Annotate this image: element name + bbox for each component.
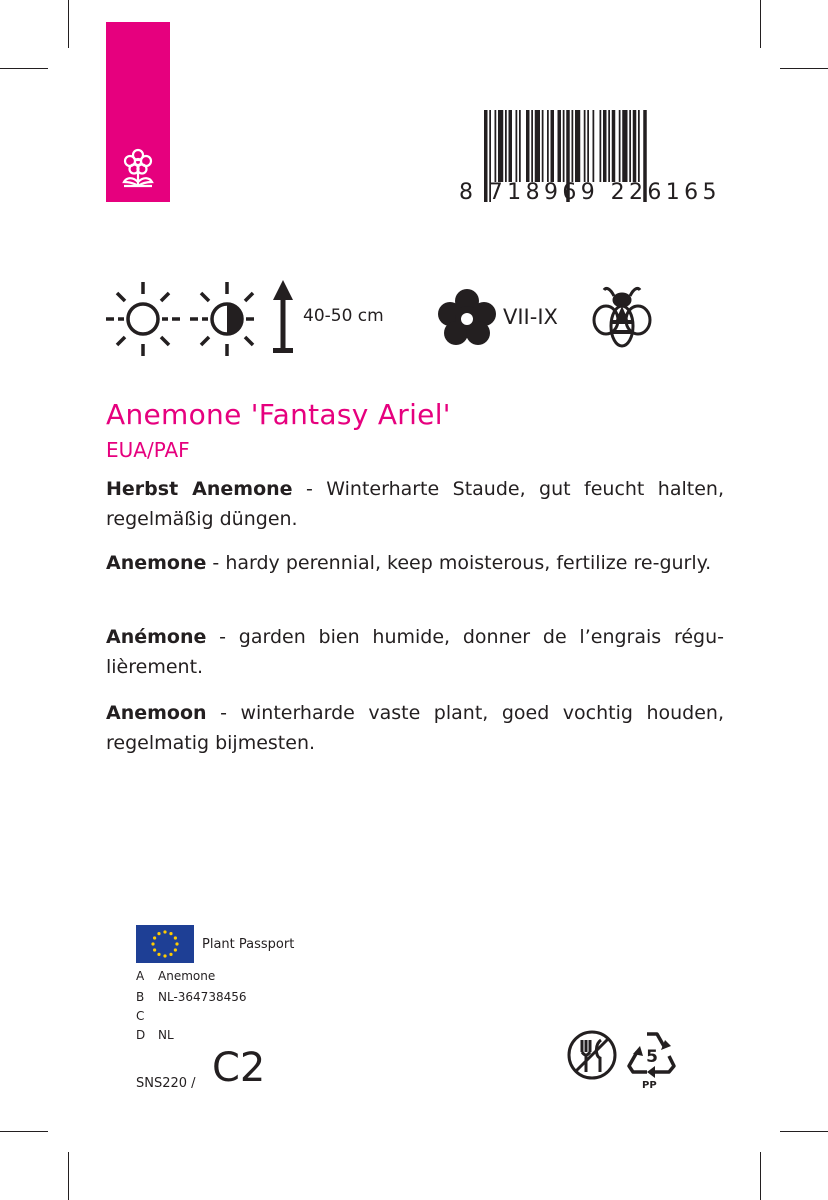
description-en (106, 548, 724, 578)
crop-mark (760, 0, 761, 48)
product-title: Anemone 'Fantasy Ariel' (106, 398, 451, 431)
passport-row: D NL (136, 1028, 174, 1042)
description-de (106, 474, 724, 534)
crop-mark (760, 1152, 761, 1200)
full-sun-icon (104, 280, 182, 358)
article-code: SNS220 / (136, 1076, 196, 1091)
recycle-icon (625, 1026, 679, 1080)
bloom-months: VII-IX (503, 305, 558, 329)
description-text: - winterharde vaste plant, goed vochtig houden, regelmatig bijmesten. (106, 702, 724, 754)
crop-mark (0, 1131, 48, 1132)
crop-mark (0, 68, 48, 69)
crop-mark (68, 0, 69, 48)
care-icons (104, 278, 664, 358)
not-for-consumption-icon (565, 1028, 619, 1082)
crop-mark (780, 68, 828, 69)
crop-mark (780, 1131, 828, 1132)
crop-mark (68, 1152, 69, 1200)
barcode-number: 8 718969 226165 (459, 180, 721, 205)
height-arrow-icon (270, 280, 296, 354)
passport-row: C (136, 1009, 145, 1023)
description-fr (106, 622, 724, 682)
description-nl (106, 698, 724, 758)
recycle-number: 5 (646, 1047, 658, 1067)
description-name: Anemone (106, 552, 207, 574)
height-value: 40-50 cm (303, 306, 384, 326)
passport-row: A Anemone (136, 969, 216, 983)
recycle-label: PP (642, 1080, 657, 1091)
flower-icon (436, 288, 498, 348)
description-name: Herbst Anemone (106, 478, 293, 500)
flower-pot-logo-icon (120, 146, 156, 192)
description-name: Anemoon (106, 702, 207, 724)
description-name: Anémone (106, 626, 207, 648)
product-subtitle: EUA/PAF (106, 438, 190, 462)
bee-friendly-icon (592, 284, 652, 350)
size-code: C2 (212, 1045, 266, 1091)
eu-flag-icon (136, 925, 194, 963)
plant-passport-title: Plant Passport (202, 937, 295, 952)
plant-passport (136, 925, 436, 1055)
description-text: - garden bien humide, donner de l’engrais régu-lièrement. (106, 626, 724, 678)
description-text: - Winterharte Staude, gut feucht halten, regelmäßig düngen. (106, 478, 724, 530)
partial-shade-icon (188, 280, 266, 358)
brand-tab (106, 22, 170, 202)
description-text: - hardy perennial, keep moisterous, fertilize re-gurly. (206, 552, 712, 574)
passport-row: B NL-364738456 (136, 990, 247, 1004)
